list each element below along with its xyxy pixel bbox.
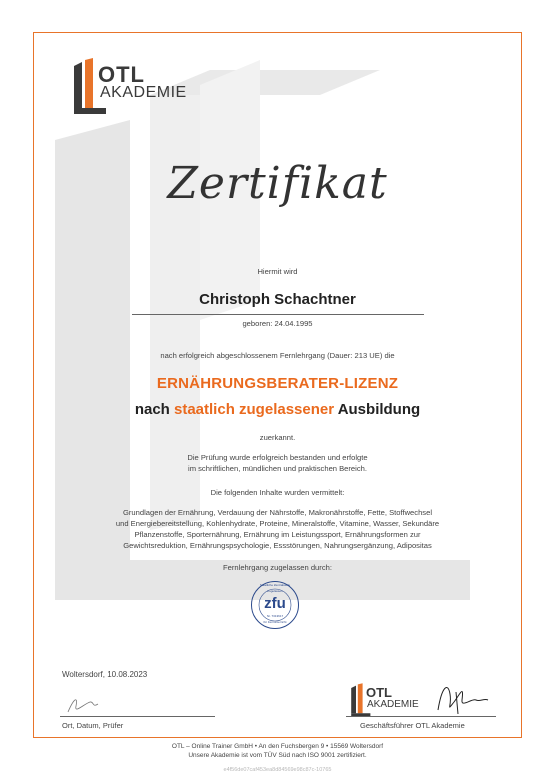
logo-brand-bottom: AKADEMIE <box>100 84 187 101</box>
exam-line: Die Prüfung wurde erfolgreich bestanden und erfolgte <box>187 453 368 462</box>
zfu-seal <box>250 580 300 630</box>
director-signature-icon <box>432 680 492 716</box>
seal-ring-top: Staatliche Zentralstelle <box>259 583 291 587</box>
contents-line: Grundlagen der Ernährung, Verdauung der Nährstoffe, Makronährstoffe, Fette, Stoffwechsel <box>123 508 432 517</box>
recipient-name: Christoph Schachtner <box>199 291 356 308</box>
footer-address <box>33 742 522 760</box>
right-signature-line <box>346 716 496 717</box>
examiner-signature-icon <box>64 694 104 716</box>
subtitle-prefix: nach <box>134 401 174 418</box>
seal-ring-mid: Zugelassen <box>267 589 283 593</box>
exam-line: im schriftlichen, mündlichen und praktischen Bereich. <box>188 464 367 473</box>
logo-small-brand-top: OTL <box>366 685 392 700</box>
approved-by: Fernlehrgang zugelassen durch: <box>223 563 332 572</box>
course-intro: nach erfolgreich abgeschlossenem Fernlehrgang (Dauer: 213 UE) die <box>160 351 395 360</box>
subtitle-highlight: staatlich zugelassener <box>174 401 335 418</box>
otl-logo-small <box>350 683 440 717</box>
document-hash: e4f56de07caf453ea8d84569e98c87c-10765 <box>223 767 332 773</box>
right-signature-caption: Geschäftsführer OTL Akademie <box>360 721 465 730</box>
license-title: ERNÄHRUNGSBERATER-LIZENZ <box>156 375 399 392</box>
contents-intro: Die folgenden Inhalte wurden vermittelt: <box>210 488 345 497</box>
logo-brand-top: OTL <box>98 62 145 87</box>
contents-line: Gewichtsreduktion, Ernährungspsychologie, Essstörungen, Nahrungsergänzung, Adipositas <box>123 541 432 550</box>
name-underline <box>132 314 424 315</box>
subtitle-suffix: Ausbildung <box>334 401 421 418</box>
awarded-text: zuerkannt. <box>259 433 296 442</box>
left-signature-line <box>60 716 215 717</box>
seal-number: Nr. 7313617 <box>266 614 284 618</box>
logo-small-brand-bottom: AKADEMIE <box>367 699 419 710</box>
exam-text <box>33 452 522 474</box>
hereby-text: Hiermit wird <box>257 267 298 276</box>
seal-ring-bottom: für Fernunterricht <box>263 620 287 624</box>
place-date: Woltersdorf, 10.08.2023 <box>62 670 148 679</box>
otl-logo <box>72 58 222 114</box>
certificate-title: Zertifikat <box>167 158 388 209</box>
license-subtitle <box>33 401 522 418</box>
seal-logo: zfu <box>264 595 286 612</box>
footer-line: Unsere Akademie ist vom TÜV Süd nach ISO 9001 zertifiziert. <box>188 752 367 759</box>
footer-line: OTL – Online Trainer GmbH • An den Fuchsbergen 9 • 15569 Woltersdorf <box>171 743 384 750</box>
contents-line: Pflanzenstoffe, Sporternährung, Ernährung im Leistungssport, Ernährungsformen zur <box>134 530 421 539</box>
contents-list <box>33 507 522 551</box>
birth-date: geboren: 24.04.1995 <box>242 319 313 328</box>
left-signature-caption: Ort, Datum, Prüfer <box>62 721 124 730</box>
contents-line: und Energiebereitstellung, Kohlenhydrate, Proteine, Mineralstoffe, Vitamine, Wasser, Sekundäre <box>115 519 440 528</box>
